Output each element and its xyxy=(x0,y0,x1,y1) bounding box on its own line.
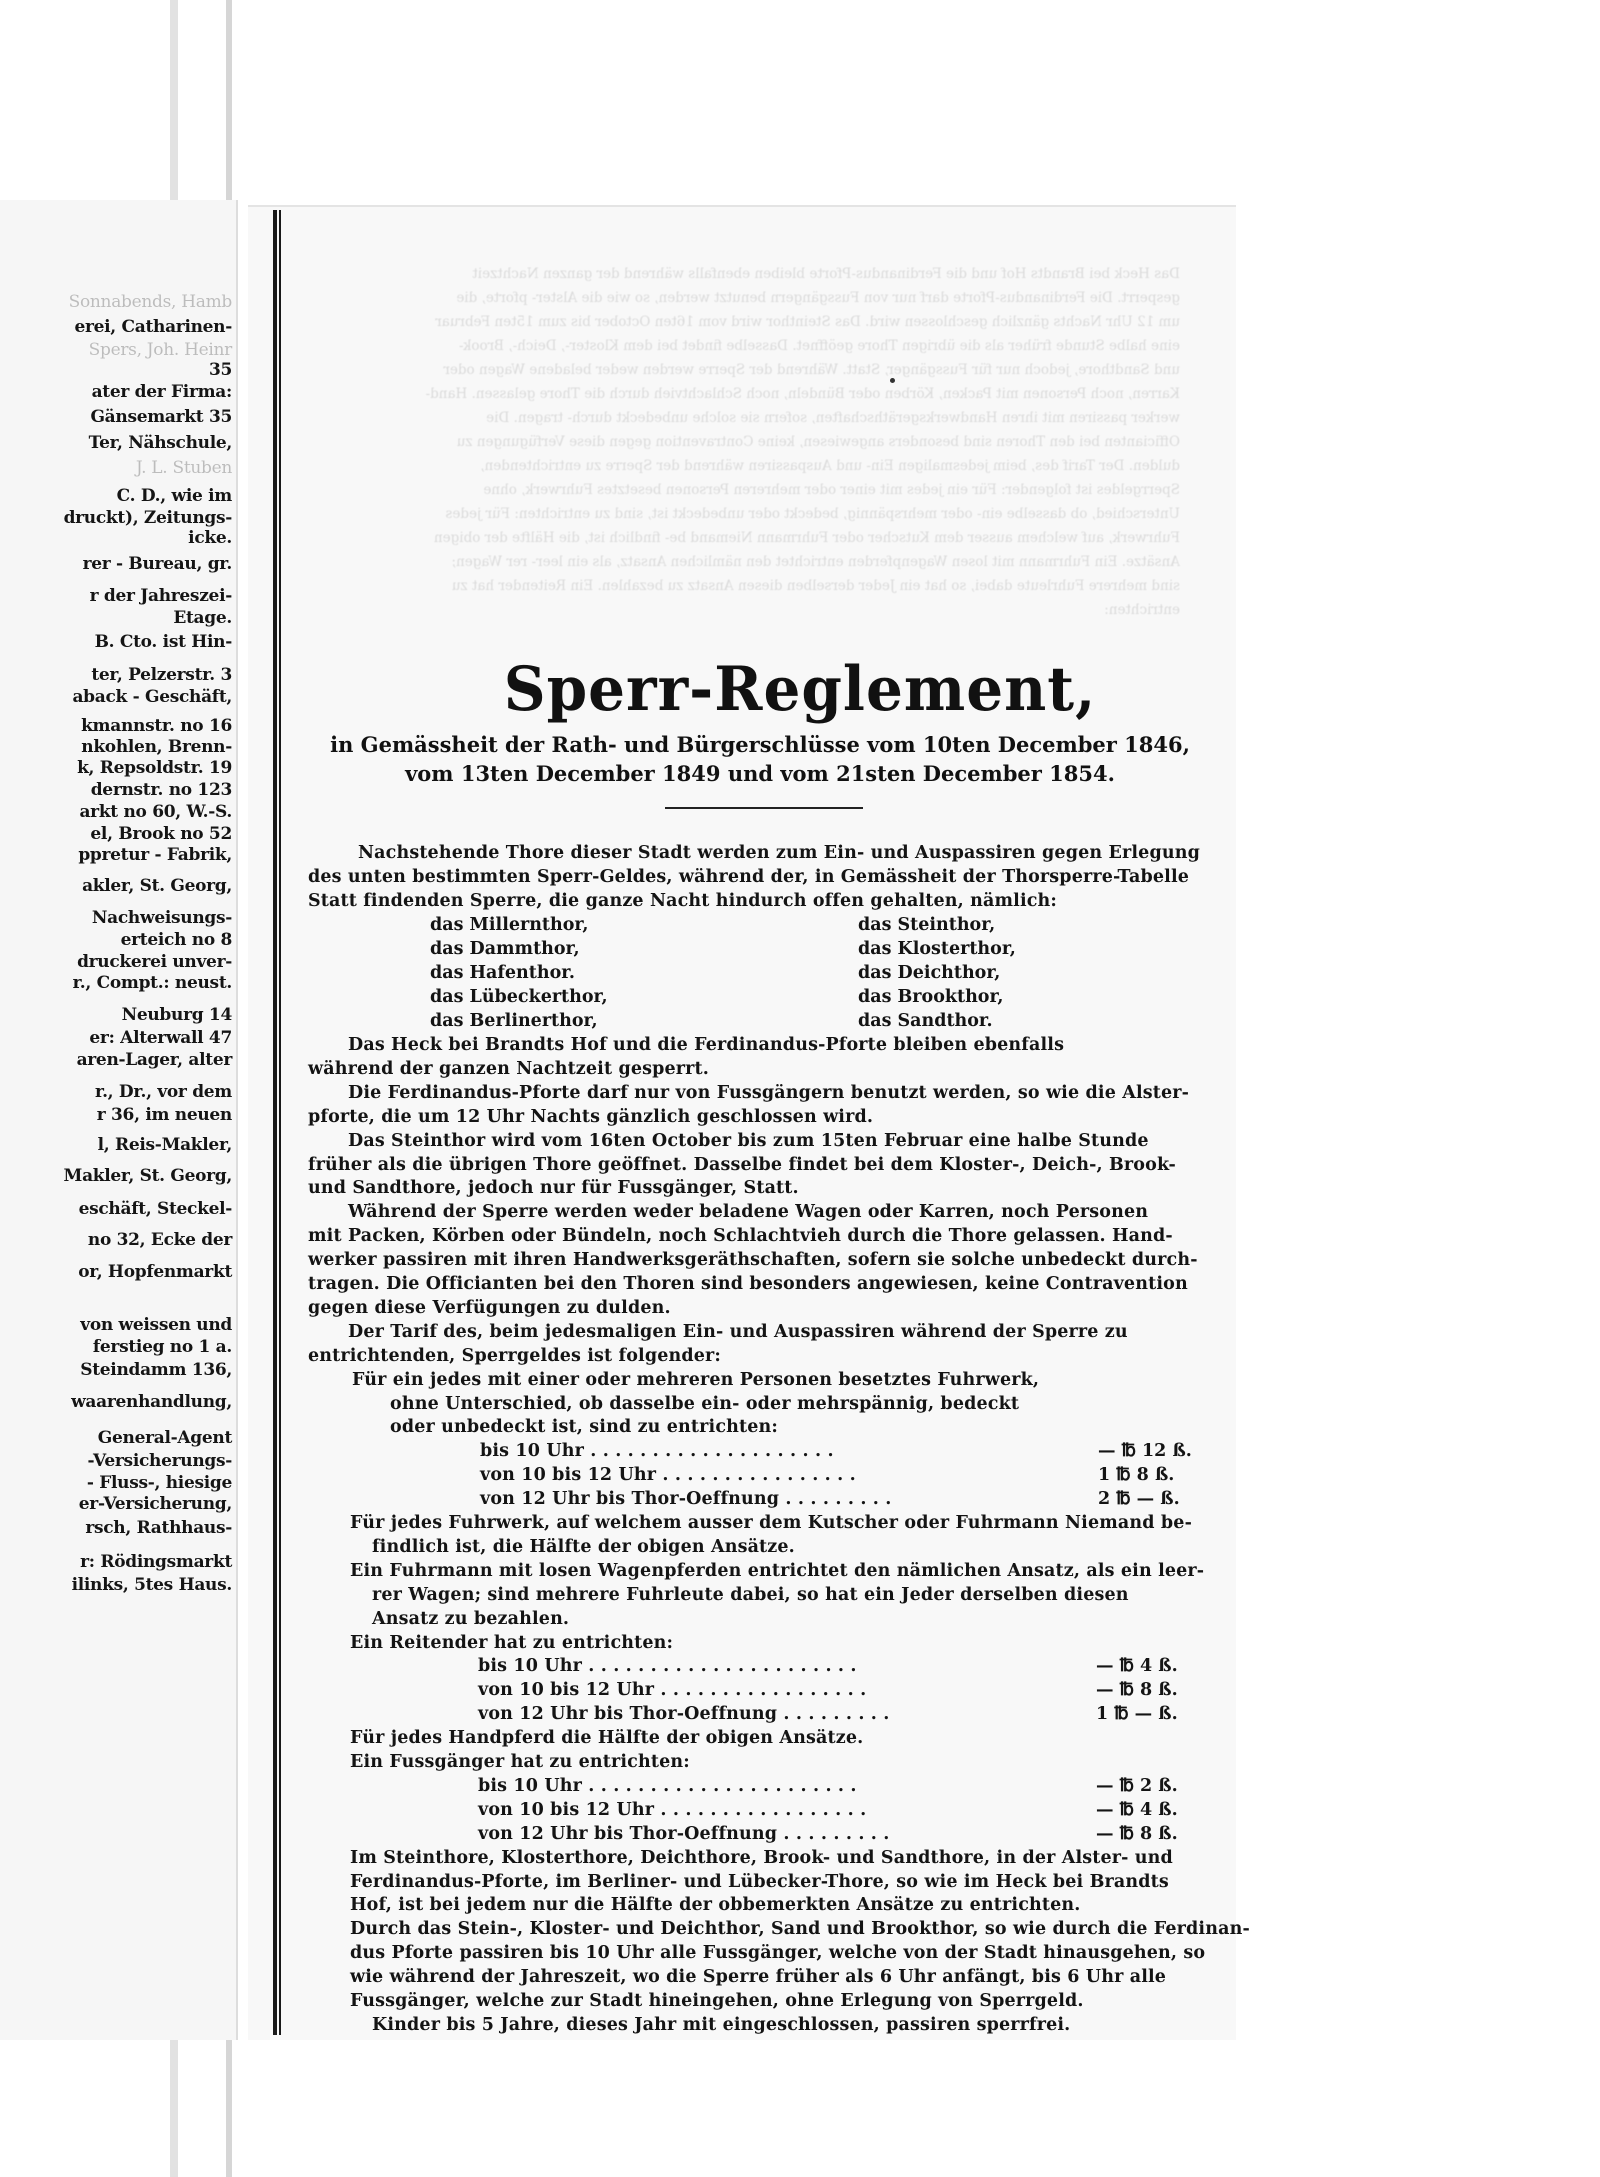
left-page-line: ilinks, 5tes Haus. xyxy=(71,1575,232,1595)
left-page-line: er: Alterwall 47 xyxy=(89,1028,232,1048)
paragraph-line: und Sandthore, jedoch nur für Fussgänger, Statt. xyxy=(308,1178,799,1199)
bleed-line: und Sandthore, jedoch nur für Fussgänger, Statt. Während der Sperre werden weder beladene Wagen oder xyxy=(443,362,1180,378)
intro-line: Nachstehende Thore dieser Stadt werden zum Ein- und Auspassiren gegen Erlegung xyxy=(358,843,1200,863)
bleed-line: Das Heck bei Brandts Hof und die Ferdinandus-Pforte bleiben ebenfalls während der ganzen Nachtzeit xyxy=(472,266,1180,282)
tariff-wagon-label: bis 10 Uhr . . . . . . . . . . . . . . . . . . . . xyxy=(480,1441,834,1462)
paragraph-line: Kinder bis 5 Jahre, dieses Jahr mit eingeschlossen, passiren sperrfrei. xyxy=(372,2014,1071,2035)
paragraph-line: während der ganzen Nachtzeit gesperrt. xyxy=(308,1058,710,1079)
left-page-line: Sonnabends, Hamb xyxy=(68,292,232,312)
left-page-line: Ter, Nähschule, xyxy=(88,433,232,453)
left-page-line: General-Agent xyxy=(97,1428,232,1448)
tariff-wagon-fee: 2 ℔ — ß. xyxy=(1098,1489,1180,1510)
bleed-line: dulden. Der Tarif des, beim jedesmaligen Ein- und Auspassiren während der Sperre zu entrichtenden, xyxy=(480,458,1180,474)
bleed-line: Karren, noch Personen mit Packen, Körben oder Bündeln, noch Schlachtvieh durch die Thore gelassen. Hand- xyxy=(425,386,1180,402)
tariff-wagon-fee: — ℔ 12 ß. xyxy=(1098,1441,1192,1462)
tariff-pedestrian-label: bis 10 Uhr . . . . . . . . . . . . . . . . . . . . . . xyxy=(478,1775,857,1796)
gate-left: das Berlinerthor, xyxy=(430,1010,598,1031)
tariff-pedestrian-label: von 10 bis 12 Uhr . . . . . . . . . . . . . . . . . xyxy=(478,1799,867,1820)
bleed-line: Ansätze. Ein Fuhrmann mit losen Wagenpferden entrichtet den nämlichen Ansatz, als ein leer- rer Wagen; xyxy=(451,554,1180,570)
paragraph-line: Ein Fussgänger hat zu entrichten: xyxy=(350,1752,690,1772)
left-page-line: akler, St. Georg, xyxy=(82,876,232,896)
left-page-line: ferstieg no 1 a. xyxy=(92,1337,232,1357)
gate-right: das Brookthor, xyxy=(858,986,1004,1007)
left-page-line: dernstr. no 123 xyxy=(90,780,232,800)
paragraph-line: Fussgänger, welche zur Stadt hineingehen, ohne Erlegung von Sperrgeld. xyxy=(350,1991,1084,2011)
left-page-line: 35 xyxy=(208,360,232,380)
paragraph-line: findlich ist, die Hälfte der obigen Ansätze. xyxy=(372,1536,795,1557)
left-margin-rule-inner xyxy=(279,210,281,2035)
paragraph-line: Das Steinthor wird vom 16ten October bis zum 15ten Februar eine halbe Stunde xyxy=(348,1130,1149,1151)
left-page-line: - Fluss-, hiesige xyxy=(86,1473,232,1493)
left-page-line: aren-Lager, alter xyxy=(76,1050,232,1070)
left-page-line: eschäft, Steckel- xyxy=(78,1199,232,1219)
paragraph-line: tragen. Die Officianten bei den Thoren sind besonders angewiesen, keine Contravention xyxy=(308,1274,1188,1294)
document-title: Sperr-Reglement, xyxy=(503,653,1097,725)
paragraph-line: Für jedes Fuhrwerk, auf welchem ausser dem Kutscher oder Fuhrmann Niemand be- xyxy=(350,1513,1193,1533)
paragraph-line: dus Pforte passiren bis 10 Uhr alle Fussgänger, welche von der Stadt hinausgehen, so xyxy=(350,1943,1206,1964)
paragraph-line: mit Packen, Körben oder Bündeln, noch Schlachtvieh durch die Thore gelassen. Hand- xyxy=(308,1226,1173,1247)
tariff-rider-fee: 1 ℔ — ß. xyxy=(1096,1704,1178,1725)
gate-left: das Hafenthor. xyxy=(430,962,575,983)
left-page-line: rsch, Rathhaus- xyxy=(85,1518,232,1538)
paragraph-line: Ansatz zu bezahlen. xyxy=(372,1608,570,1629)
tariff-pedestrian-fee: — ℔ 2 ß. xyxy=(1096,1775,1178,1796)
left-page-line: r., Compt.: neust. xyxy=(72,973,232,993)
left-page-line: rer - Bureau, gr. xyxy=(82,554,232,574)
left-page-line: Steindamm 136, xyxy=(80,1360,232,1380)
left-page-line: er-Versicherung, xyxy=(78,1494,232,1514)
paragraph-line: Hof, ist bei jedem nur die Hälfte der obbemerkten Ansätze zu entrichten. xyxy=(350,1895,1081,1916)
tariff-pedestrian-fee: — ℔ 8 ß. xyxy=(1096,1823,1178,1844)
paragraph-line: Für ein jedes mit einer oder mehreren Personen besetztes Fuhrwerk, xyxy=(352,1369,1040,1390)
left-page-line: J. L. Stuben xyxy=(135,458,232,478)
bleed-through-text xyxy=(300,262,1180,672)
paragraph-line: Während der Sperre werden weder beladene Wagen oder Karren, noch Personen xyxy=(348,1202,1149,1223)
bleed-line: werker passiren mit ihren Handwerksgeräthschaften, sofern sie solche unbedeckt durch- tragen. Die xyxy=(486,410,1180,426)
tariff-wagon-label: von 10 bis 12 Uhr . . . . . . . . . . . . . . . . xyxy=(480,1465,856,1486)
left-page-line: von weissen und xyxy=(80,1315,232,1335)
paragraph-line: wie während der Jahreszeit, wo die Sperre früher als 6 Uhr anfängt, bis 6 Uhr alle xyxy=(350,1967,1167,1988)
gate-left: das Millernthor, xyxy=(430,915,589,935)
ink-spot xyxy=(890,378,895,383)
tariff-pedestrian-label: von 12 Uhr bis Thor-Oeffnung . . . . . . . . . xyxy=(478,1823,890,1844)
left-page-line: druckt), Zeitungs- xyxy=(63,508,232,528)
left-margin-rule xyxy=(273,210,277,2035)
paragraph-line: Im Steinthore, Klosterthore, Deichthore, Brook- und Sandthore, in der Alster- und xyxy=(350,1847,1173,1868)
gate-left: das Dammthor, xyxy=(430,938,580,959)
bleed-line: sind mehrere Fuhrleute dabei, so hat ein Jeder derselben diesen Ansatz zu bezahlen. Ein Reitender hat zu xyxy=(451,578,1180,594)
left-page-line: erteich no 8 xyxy=(120,930,232,950)
left-page-line: Makler, St. Georg, xyxy=(63,1166,232,1186)
paragraph-line: Für jedes Handpferd die Hälfte der obigen Ansätze. xyxy=(350,1728,864,1749)
left-page-line: ter, Pelzerstr. 3 xyxy=(91,665,232,685)
left-page-line: C. D., wie im xyxy=(116,486,232,506)
paragraph-line: Ferdinandus-Pforte, im Berliner- und Lübecker-Thore, so wie im Heck bei Brandts xyxy=(350,1871,1169,1892)
intro-line: des unten bestimmten Sperr-Geldes, während der, in Gemässheit der Thorsperre-Tabelle xyxy=(308,866,1190,887)
left-page-line: ater der Firma: xyxy=(91,382,232,402)
gate-right: das Klosterthor, xyxy=(858,938,1016,959)
paragraph-line: rer Wagen; sind mehrere Fuhrleute dabei, so hat ein Jeder derselben diesen xyxy=(372,1584,1129,1605)
paragraph-line: Der Tarif des, beim jedesmaligen Ein- und Auspassiren während der Sperre zu xyxy=(348,1321,1128,1342)
gate-right: das Sandthor. xyxy=(858,1010,993,1031)
tariff-rider-label: bis 10 Uhr . . . . . . . . . . . . . . . . . . . . . . xyxy=(478,1656,857,1677)
bleed-line: Officianten bei den Thoren sind besonders angewiesen, keine Contravention gegen diese Verfügungen zu xyxy=(456,434,1180,450)
tariff-rider-fee: — ℔ 4 ß. xyxy=(1096,1656,1178,1677)
left-page-line: Spers, Joh. Heinr xyxy=(88,340,232,360)
gate-right: das Steinthor, xyxy=(858,915,996,935)
bleed-line: Unterschied, ob dasselbe ein- oder mehrspännig, bedeckt oder unbedeckt ist, sind zu entrichten: Für jedes xyxy=(445,506,1180,522)
left-page-line: el, Brook no 52 xyxy=(90,824,232,844)
left-page-line: nkohlen, Brenn- xyxy=(81,737,232,757)
tariff-wagon-label: von 12 Uhr bis Thor-Oeffnung . . . . . . . . . xyxy=(480,1489,892,1510)
gate-right: das Deichthor, xyxy=(858,962,1001,983)
tariff-rider-label: von 12 Uhr bis Thor-Oeffnung . . . . . . . . . xyxy=(478,1704,890,1725)
paragraph-line: früher als die übrigen Thore geöffnet. Dasselbe findet bei dem Kloster-, Deich-, Brook- xyxy=(308,1154,1176,1175)
left-page-line: Neuburg 14 xyxy=(121,1005,232,1025)
left-page-line: B. Cto. ist Hin- xyxy=(94,632,232,652)
left-page-line: Nachweisungs- xyxy=(91,908,232,928)
left-page-line: r: Rödingsmarkt xyxy=(80,1552,232,1572)
left-page-line: arkt no 60, W.-S. xyxy=(79,802,232,822)
bleed-line: eine halbe Stunde früher als die übrigen Thore geöffnet. Dasselbe findet bei dem Kloster-, Deich-, Brook- xyxy=(458,338,1180,354)
tariff-pedestrian-fee: — ℔ 4 ß. xyxy=(1096,1799,1178,1820)
left-page-line: kmannstr. no 16 xyxy=(81,716,232,736)
paragraph-line: pforte, die um 12 Uhr Nachts gänzlich geschlossen wird. xyxy=(308,1106,874,1127)
paragraph-line: Durch das Stein-, Kloster- und Deichthor, Sand und Brookthor, so wie durch die Ferdinan- xyxy=(350,1919,1250,1940)
left-page-line: aback - Geschäft, xyxy=(72,687,232,707)
tariff-rider-label: von 10 bis 12 Uhr . . . . . . . . . . . . . . . . . xyxy=(478,1680,867,1701)
separator-rule xyxy=(665,807,863,809)
left-page-line: k, Repsoldstr. 19 xyxy=(77,758,232,778)
left-page-line: l, Reis-Makler, xyxy=(97,1135,232,1155)
left-page-line: -Versicherungs- xyxy=(87,1451,232,1471)
gate-left: das Lübeckerthor, xyxy=(430,986,608,1007)
left-page-line: or, Hopfenmarkt xyxy=(78,1262,232,1282)
intro-line: Statt findenden Sperre, die ganze Nacht hindurch offen gehalten, nämlich: xyxy=(308,890,1058,911)
left-page-line: r der Jahreszei- xyxy=(89,586,232,606)
paragraph-line: gegen diese Verfügungen zu dulden. xyxy=(308,1297,671,1318)
bleed-line: entrichten: xyxy=(1104,602,1180,618)
paragraph-line: entrichtenden, Sperrgeldes ist folgender: xyxy=(308,1345,722,1366)
left-page-line: no 32, Ecke der xyxy=(87,1230,232,1250)
left-facing-page xyxy=(0,200,238,2040)
left-page-line: erei, Catharinen- xyxy=(74,317,232,337)
tariff-rider-fee: — ℔ 8 ß. xyxy=(1096,1680,1178,1701)
tariff-wagon-fee: 1 ℔ 8 ß. xyxy=(1098,1465,1175,1486)
bleed-line: Fuhrwerk, auf welchem ausser dem Kutscher oder Fuhrmann Niemand be- findlich ist, die Hälfte der obigen xyxy=(433,530,1180,546)
paragraph-line: Die Ferdinandus-Pforte darf nur von Fussgängern benutzt werden, so wie die Alster- xyxy=(348,1082,1190,1103)
subtitle-line-2: vom 13ten December 1849 und vom 21sten December 1854. xyxy=(405,761,1115,786)
left-page-line: waarenhandlung, xyxy=(71,1392,232,1412)
left-page-line: r., Dr., vor dem xyxy=(94,1082,232,1102)
left-page-line: Gänsemarkt 35 xyxy=(90,407,232,427)
left-page-line: icke. xyxy=(188,528,232,548)
subtitle-line-1: in Gemässheit der Rath- und Bürgerschlüsse vom 10ten December 1846, xyxy=(330,732,1190,757)
paragraph-line: Ein Fuhrmann mit losen Wagenpferden entrichtet den nämlichen Ansatz, als ein leer- xyxy=(350,1560,1205,1581)
bleed-line: um 12 Uhr Nachts gänzlich geschlossen wird. Das Steinthor wird vom 16ten October bis zum 15ten Februar xyxy=(435,314,1180,330)
paragraph-line: oder unbedeckt ist, sind zu entrichten: xyxy=(390,1417,779,1438)
paragraph-line: ohne Unterschied, ob dasselbe ein- oder mehrspännig, bedeckt xyxy=(390,1393,1020,1414)
left-page-line: ppretur - Fabrik, xyxy=(78,845,232,865)
left-page-line: Etage. xyxy=(173,608,232,628)
bleed-line: gesperrt. Die Ferdinandus-Pforte darf nur von Fussgängern benutzt werden, so wie die Alster- pforte, die xyxy=(456,290,1180,306)
paragraph-line: werker passiren mit ihren Handwerksgeräthschaften, sofern sie solche unbedeckt durch- xyxy=(308,1250,1198,1271)
bleed-line: Sperrgeldes ist folgender: Für ein jedes mit einer oder mehreren Personen besetztes Fuhrwerk, ohne xyxy=(483,482,1180,498)
paragraph-line: Das Heck bei Brandts Hof und die Ferdinandus-Pforte bleiben ebenfalls xyxy=(348,1035,1065,1055)
left-page-line: r 36, im neuen xyxy=(96,1105,232,1125)
left-page-line: druckerei unver- xyxy=(77,952,232,972)
paragraph-line: Ein Reitender hat zu entrichten: xyxy=(350,1632,674,1653)
